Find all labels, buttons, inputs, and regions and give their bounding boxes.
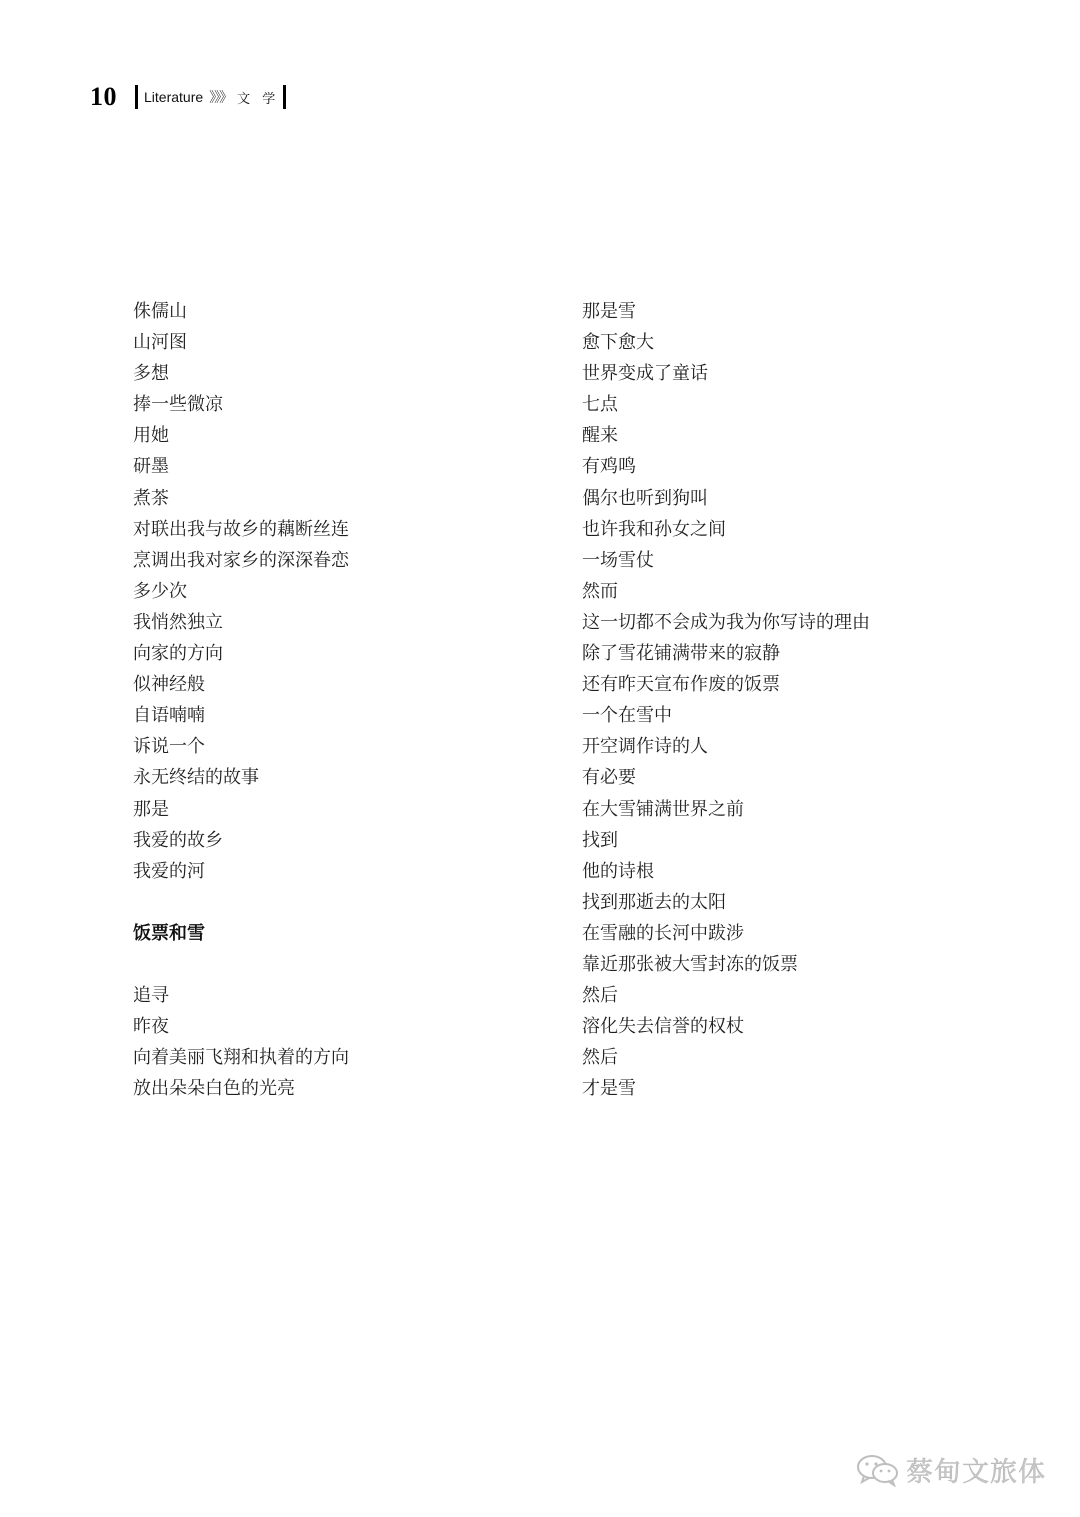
right-column [582, 296, 1002, 1104]
poem-line: 还有昨天宣布作废的饭票 [582, 674, 780, 696]
chevrons-icon: 》》》 [209, 90, 232, 106]
poem-line: 那是雪 [582, 301, 636, 322]
poem-line: 我爱的故乡 [133, 829, 223, 851]
poem-line: 追寻 [133, 985, 169, 1007]
poem-line: 煮茶 [133, 487, 169, 509]
poem-line: 用她 [133, 425, 169, 447]
poem-line: 这一切都不会成为我为你写诗的理由 [582, 611, 870, 633]
wechat-icon [856, 1453, 900, 1487]
poem-line: 溶化失去信誉的权杖 [582, 1016, 744, 1038]
poem-line: 昨夜 [133, 1016, 169, 1038]
poem-line: 愈下愈大 [582, 332, 654, 354]
poem-line: 那是 [133, 798, 169, 820]
poem-line: 找到那逝去的太阳 [582, 891, 726, 913]
poem-line: 在雪融的长河中跋涉 [582, 922, 744, 944]
left-column [133, 296, 553, 1104]
poem-line: 对联出我与故乡的藕断丝连 [133, 518, 349, 540]
header-divider-right [283, 85, 286, 109]
poem-line: 永无终结的故事 [133, 767, 259, 789]
poem-line: 靠近那张被大雪封冻的饭票 [582, 953, 798, 975]
poem-line: 我爱的河 [133, 860, 205, 882]
poem-line: 除了雪花铺满带来的寂静 [582, 643, 780, 665]
poem-line: 有鸡鸣 [582, 456, 636, 478]
section-label-en: Literature [144, 89, 204, 105]
poem-line: 找到 [582, 829, 618, 851]
poem-line: 一个在雪中 [582, 705, 672, 727]
poem-2-title: 饭票和雪 [133, 922, 205, 944]
poem-line: 研墨 [133, 456, 169, 478]
stanza-gap [133, 887, 553, 918]
poem-line: 他的诗根 [582, 860, 654, 882]
poem-line: 世界变成了童话 [582, 363, 708, 385]
poem-line: 侏儒山 [133, 301, 187, 322]
stanza-gap [133, 949, 553, 980]
page-header [90, 80, 286, 114]
poem-line: 诉说一个 [133, 736, 205, 758]
page-number: 10 [90, 82, 117, 111]
poem-line: 然后 [582, 1047, 618, 1069]
watermark-text: 蔡甸文旅体 [906, 1457, 1046, 1488]
poem-line: 我悄然独立 [133, 611, 223, 633]
poem-line: 才是雪 [582, 1078, 636, 1100]
poem-line: 七点 [582, 394, 618, 416]
poem-line: 一场雪仗 [582, 549, 654, 571]
poem-line: 似神经般 [133, 674, 205, 696]
poem-line: 自语喃喃 [133, 705, 205, 727]
poem-2 [133, 980, 553, 1104]
section-label-cn: 文 学 [237, 91, 280, 107]
poem-line: 多少次 [133, 580, 187, 602]
watermark [856, 1450, 1046, 1489]
poem-line: 多想 [133, 363, 169, 385]
poem-line: 偶尔也听到狗叫 [582, 487, 708, 509]
poem-line: 山河图 [133, 332, 187, 354]
poem-line: 开空调作诗的人 [582, 736, 708, 758]
poem-line: 然后 [582, 985, 618, 1007]
poem-line: 醒来 [582, 425, 618, 447]
poem-line: 向家的方向 [133, 643, 223, 665]
poem-line: 也许我和孙女之间 [582, 518, 726, 540]
poem-line: 烹调出我对家乡的深深眷恋 [133, 549, 349, 571]
header-divider-left [135, 85, 138, 109]
poem-line: 有必要 [582, 767, 636, 789]
poem-line: 捧一些微凉 [133, 394, 223, 416]
poem-line: 向着美丽飞翔和执着的方向 [133, 1047, 349, 1069]
poem-line: 放出朵朵白色的光亮 [133, 1078, 295, 1100]
poem-line: 在大雪铺满世界之前 [582, 798, 744, 820]
poem-line: 然而 [582, 580, 618, 602]
poem-1 [133, 296, 553, 887]
